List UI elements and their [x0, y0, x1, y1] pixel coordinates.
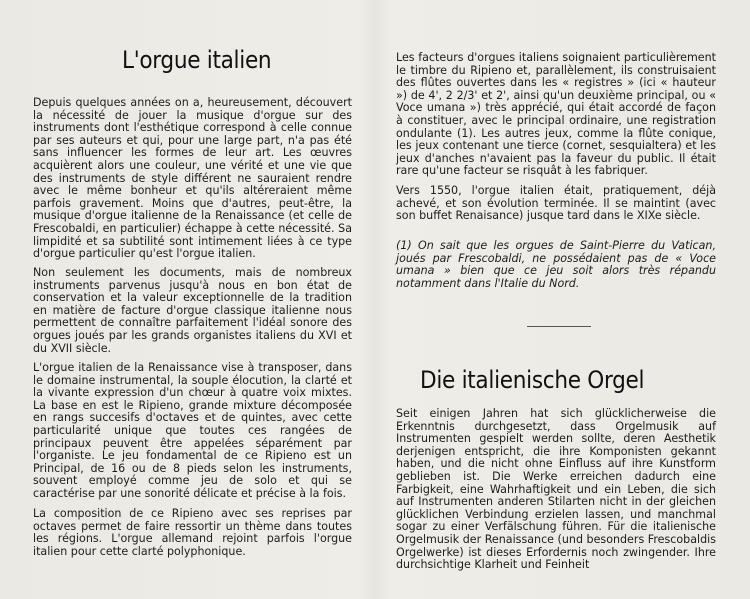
french-paragraph-5: Les facteurs d'orgues italiens soignaient particulièrement le timbre du Ripieno et, parallèlement, ils construisaient des flûtes ouvertes dans les « registres » (ici « hauteur ») de 4', 2 2/3' et 2', ainsi qu'un deuxième principal, ou « Voce umana ») très apprécié, qui était accordé de façon à constituer, avec le principal ordinaire, une registration ondulante (1). Les autres jeux, comme la flûte conique, les jeux contenant une tierce (cornet, sesquialtera) et les jeux d'anches n'avaient pas la faveur du public. Il était rare qu'une facteur se risquât à les fabriquer. — [396, 51, 716, 178]
french-paragraph-3: L'orgue italien de la Renaissance vise à transposer, dans le domaine instrumental, la souple élocution, la clarté et la vivante expression d'un chœur à quatre voix mixtes. La base en est le Ripieno, grande mixture décomposée en rangs succesifs d'octaves et de quintes, avec cette particularité unique que toutes ces rangées de principaux peuvent être appelées séparément par l'organiste. Le jeu fondamental de ce Ripieno est un Principal, de 16 ou de 8 pieds selon les instruments, souvent employé comme jeu de solo et qui se caractérise par une sonorité délicate et précise à la fois. — [33, 361, 352, 500]
french-paragraph-1: Depuis quelques années on a, heureusement, découvert la nécessité de jouer la musique d'orgue sur des instruments dont l'esthétique correspond à celle connue par ses auteurs et qui, pour une large part, n'a pas été sans influencer les formes de leur art. Les œuvres acquièrent alors une couleur, une vérité et une vie que des instruments de style différent ne sauraient rendre avec le même bonheur et qu'ils altéreraient même parfois gravement. Moins que d'autres, peut-être, la musique d'orgue italienne de la Renaissance (et celle de Frescobaldi, en particulier) échappe à cette nécessité. Sa limpidité et sa subtilité sont intimement liées à ce type d'orgue particulier qu'est l'orgue italien. — [33, 96, 352, 261]
footnote: (1) On sait que les orgues de Saint-Pierre du Vatican, joués par Frescobaldi, ne possédaient pas de « Voce umana » bien que ce jeu soit alors très répandu notamment dans l'Italie du Nord. — [396, 239, 716, 290]
german-title: Die italienische Orgel — [420, 366, 645, 394]
french-title: L'orgue italien — [122, 46, 272, 74]
french-paragraph-2: Non seulement les documents, mais de nombreux instruments parvenus jusqu'à nous en bon état de conservation et la valeur exceptionnelle de la tradition en matière de facture d'orgue classique italienne nous permettent de connaître parfaitement l'idéal sonore des orgues joués par les grands organistes italiens du XVI et du XVII siècle. — [33, 266, 352, 355]
section-divider — [527, 326, 591, 327]
french-paragraph-4: La composition de ce Ripieno avec ses reprises par octaves permet de faire ressortir un thème dans toutes les régions. L'orgue allemand rejoint parfois l'orgue italien pour cette clarté polyphonique. — [33, 507, 352, 558]
german-paragraph-1: Seit einigen Jahren hat sich glücklicherweise die Erkenntnis durchgesetzt, dass Orgelmusik auf Instrumenten gespielt werden sollte, deren Aesthetik derjenigen entspricht, die ihre Komponisten gekannt haben, und die nicht ohne Einfluss auf ihre Kunstform geblieben ist. Die Werke erreichen dadurch eine Farbigkeit, eine Wahrhaftigkeit und ein Leben, die sich auf Instrumenten anderen Stilarten nicht in der gleichen glücklichen Verbindung erzielen lassen, und manchmal sogar zu einer Verfälschung führen. Für die italienische Orgelmusik der Renaissance (und besonders Frescobaldis Orgelwerke) ist dieses Erfordernis noch zwingender. Ihre durchsichtige Klarheit und Feinheit — [396, 407, 716, 572]
french-paragraph-6: Vers 1550, l'orgue italien était, pratiquement, déjà achevé, et son évolution terminée. Il se maintint (avec son buffet Renaisance) jusque tard dans le XIXe siècle. — [396, 184, 716, 223]
